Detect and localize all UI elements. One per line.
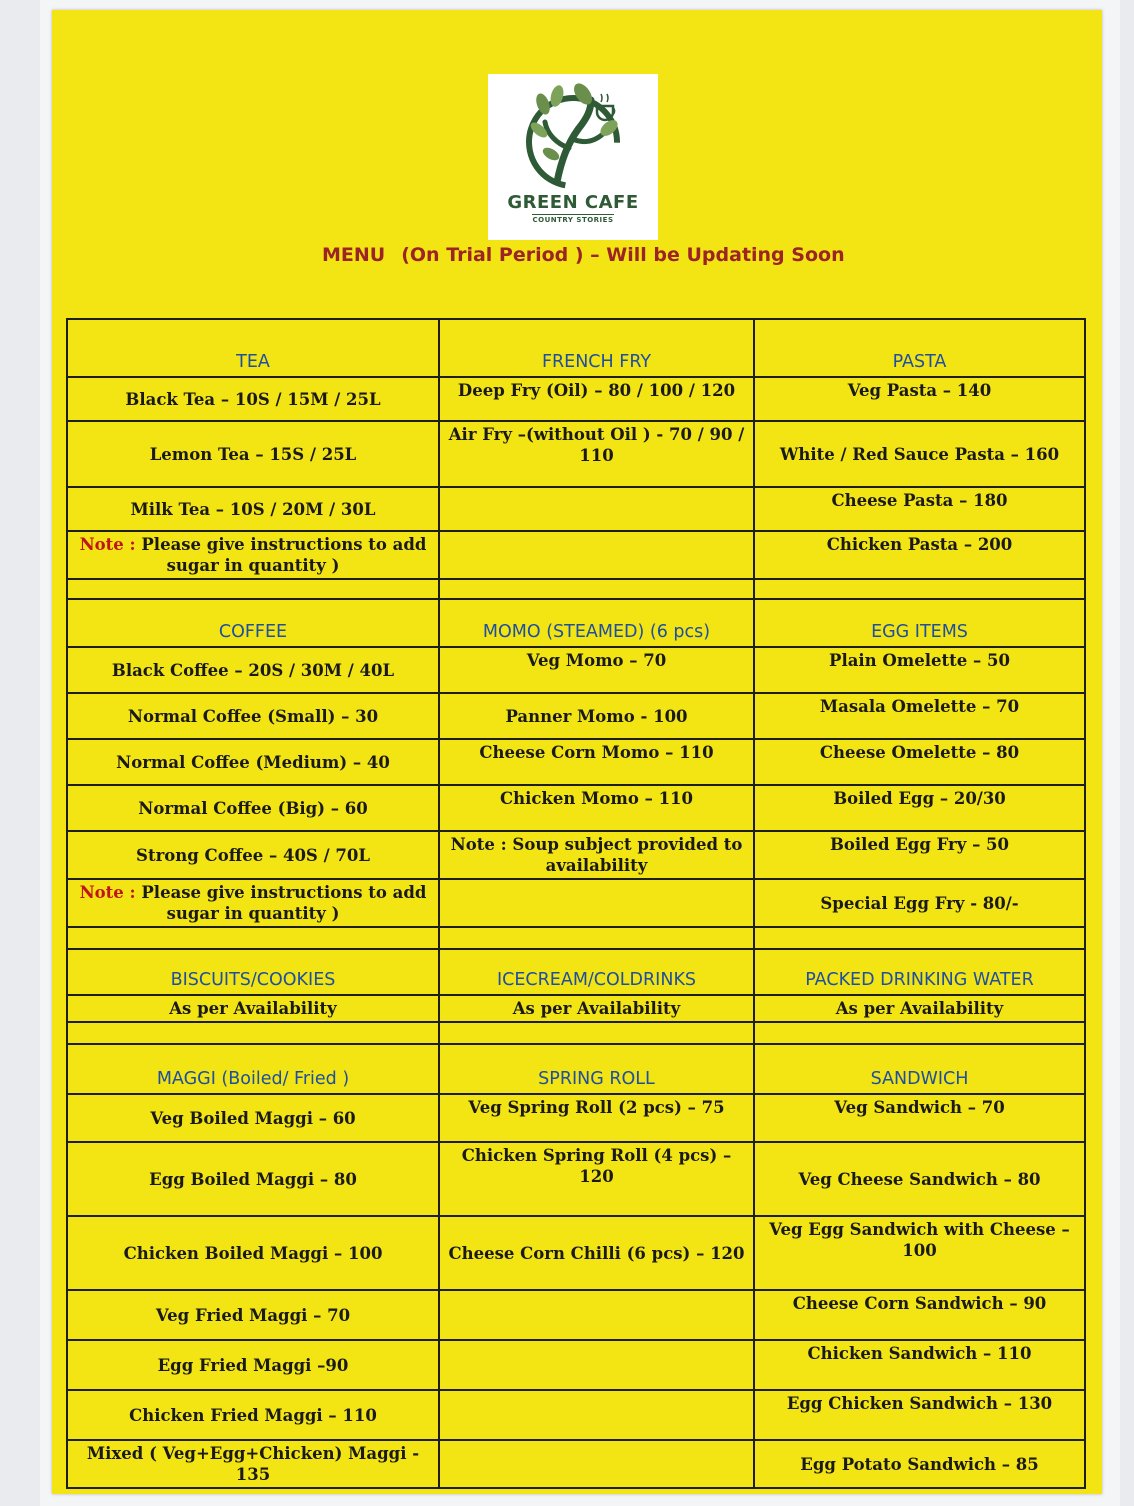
- maggi-item: Egg Boiled Maggi – 80: [67, 1142, 439, 1216]
- maggi-item: Egg Fried Maggi –90: [67, 1340, 439, 1390]
- sandwich-header: SANDWICH: [754, 1044, 1085, 1094]
- sandwich-item: Veg Sandwich – 70: [754, 1094, 1085, 1142]
- empty-cell: [439, 1390, 754, 1440]
- maggi-item: Mixed ( Veg+Egg+Chicken) Maggi - 135: [67, 1440, 439, 1488]
- menu-sheet: [52, 10, 1102, 1494]
- sandwich-item: Veg Cheese Sandwich – 80: [754, 1142, 1085, 1216]
- icecream-availability: As per Availability: [439, 995, 754, 1022]
- tea-note: [67, 531, 439, 579]
- logo-tagline: COUNTRY STORIES: [532, 216, 614, 224]
- pasta-item: Cheese Pasta – 180: [754, 487, 1085, 531]
- empty-cell: [439, 487, 754, 531]
- french-fry-item: Deep Fry (Oil) – 80 / 100 / 120: [439, 377, 754, 421]
- icecream-header: ICECREAM/COLDRINKS: [439, 949, 754, 995]
- coffee-header: COFFEE: [67, 599, 439, 647]
- spacer-cell: [754, 579, 1085, 599]
- tea-item: Milk Tea – 10S / 20M / 30L: [67, 487, 439, 531]
- cafe-logo: [488, 74, 658, 240]
- egg-item: Cheese Omelette – 80: [754, 739, 1085, 785]
- pasta-item: Chicken Pasta – 200: [754, 531, 1085, 579]
- pasta-item: Veg Pasta – 140: [754, 377, 1085, 421]
- egg-item: Boiled Egg – 20/30: [754, 785, 1085, 831]
- spacer-cell: [439, 579, 754, 599]
- momo-item: Panner Momo - 100: [439, 693, 754, 739]
- water-availability: As per Availability: [754, 995, 1085, 1022]
- spring-roll-item: Cheese Corn Chilli (6 pcs) – 120: [439, 1216, 754, 1290]
- logo-title: GREEN CAFE: [507, 192, 639, 213]
- tea-item: Lemon Tea – 15S / 25L: [67, 421, 439, 487]
- spring-roll-item: Veg Spring Roll (2 pcs) – 75: [439, 1094, 754, 1142]
- spacer-cell: [439, 1022, 754, 1044]
- spacer-cell: [67, 927, 439, 949]
- note-text: Please give instructions to add sugar in quantity ): [141, 883, 427, 923]
- coffee-item: Normal Coffee (Big) – 60: [67, 785, 439, 831]
- water-header: PACKED DRINKING WATER: [754, 949, 1085, 995]
- maggi-header: MAGGI (Boiled/ Fried ): [67, 1044, 439, 1094]
- menu-table: [66, 318, 1086, 1489]
- french-fry-header: FRENCH FRY: [439, 319, 754, 377]
- biscuits-header: BISCUITS/COOKIES: [67, 949, 439, 995]
- spacer-cell: [67, 1022, 439, 1044]
- tea-header: TEA: [67, 319, 439, 377]
- empty-cell: [439, 879, 754, 927]
- egg-item: Special Egg Fry - 80/-: [754, 879, 1085, 927]
- maggi-item: Chicken Fried Maggi – 110: [67, 1390, 439, 1440]
- note-label: Note :: [79, 535, 136, 554]
- coffee-item: Normal Coffee (Medium) – 40: [67, 739, 439, 785]
- french-fry-item: Air Fry –(without Oil ) - 70 / 90 / 110: [439, 421, 754, 487]
- egg-item: Boiled Egg Fry – 50: [754, 831, 1085, 879]
- note-text: Please give instructions to add sugar in quantity ): [141, 535, 427, 575]
- sandwich-item: Cheese Corn Sandwich – 90: [754, 1290, 1085, 1340]
- coffee-note: [67, 879, 439, 927]
- empty-cell: [439, 1290, 754, 1340]
- note-label: Note :: [79, 883, 136, 902]
- leaf-tree-icon: [517, 82, 629, 194]
- heading-menu: MENU: [322, 244, 386, 266]
- sandwich-item: Veg Egg Sandwich with Cheese – 100: [754, 1216, 1085, 1290]
- momo-item: Chicken Momo – 110: [439, 785, 754, 831]
- momo-item: Cheese Corn Momo – 110: [439, 739, 754, 785]
- coffee-item: Normal Coffee (Small) – 30: [67, 693, 439, 739]
- biscuits-availability: As per Availability: [67, 995, 439, 1022]
- spacer-cell: [754, 1022, 1085, 1044]
- menu-heading: [322, 244, 845, 266]
- egg-header: EGG ITEMS: [754, 599, 1085, 647]
- pasta-header: PASTA: [754, 319, 1085, 377]
- empty-cell: [439, 531, 754, 579]
- momo-item: Veg Momo – 70: [439, 647, 754, 693]
- maggi-item: Chicken Boiled Maggi – 100: [67, 1216, 439, 1290]
- coffee-item: Strong Coffee – 40S / 70L: [67, 831, 439, 879]
- momo-note: Note : Soup subject provided to availability: [439, 831, 754, 879]
- heading-trial: (On Trial Period ) – Will be Updating Soon: [401, 244, 845, 266]
- spring-roll-header: SPRING ROLL: [439, 1044, 754, 1094]
- sandwich-item: Egg Chicken Sandwich – 130: [754, 1390, 1085, 1440]
- coffee-item: Black Coffee – 20S / 30M / 40L: [67, 647, 439, 693]
- sandwich-item: Egg Potato Sandwich – 85: [754, 1440, 1085, 1488]
- tea-item: Black Tea – 10S / 15M / 25L: [67, 377, 439, 421]
- egg-item: Plain Omelette – 50: [754, 647, 1085, 693]
- spacer-cell: [754, 927, 1085, 949]
- spring-roll-item: Chicken Spring Roll (4 pcs) – 120: [439, 1142, 754, 1216]
- maggi-item: Veg Boiled Maggi – 60: [67, 1094, 439, 1142]
- pasta-item: White / Red Sauce Pasta – 160: [754, 421, 1085, 487]
- momo-header: MOMO (STEAMED) (6 pcs): [439, 599, 754, 647]
- egg-item: Masala Omelette – 70: [754, 693, 1085, 739]
- maggi-item: Veg Fried Maggi – 70: [67, 1290, 439, 1340]
- sandwich-item: Chicken Sandwich – 110: [754, 1340, 1085, 1390]
- empty-cell: [439, 1440, 754, 1488]
- spacer-cell: [67, 579, 439, 599]
- spacer-cell: [439, 927, 754, 949]
- empty-cell: [439, 1340, 754, 1390]
